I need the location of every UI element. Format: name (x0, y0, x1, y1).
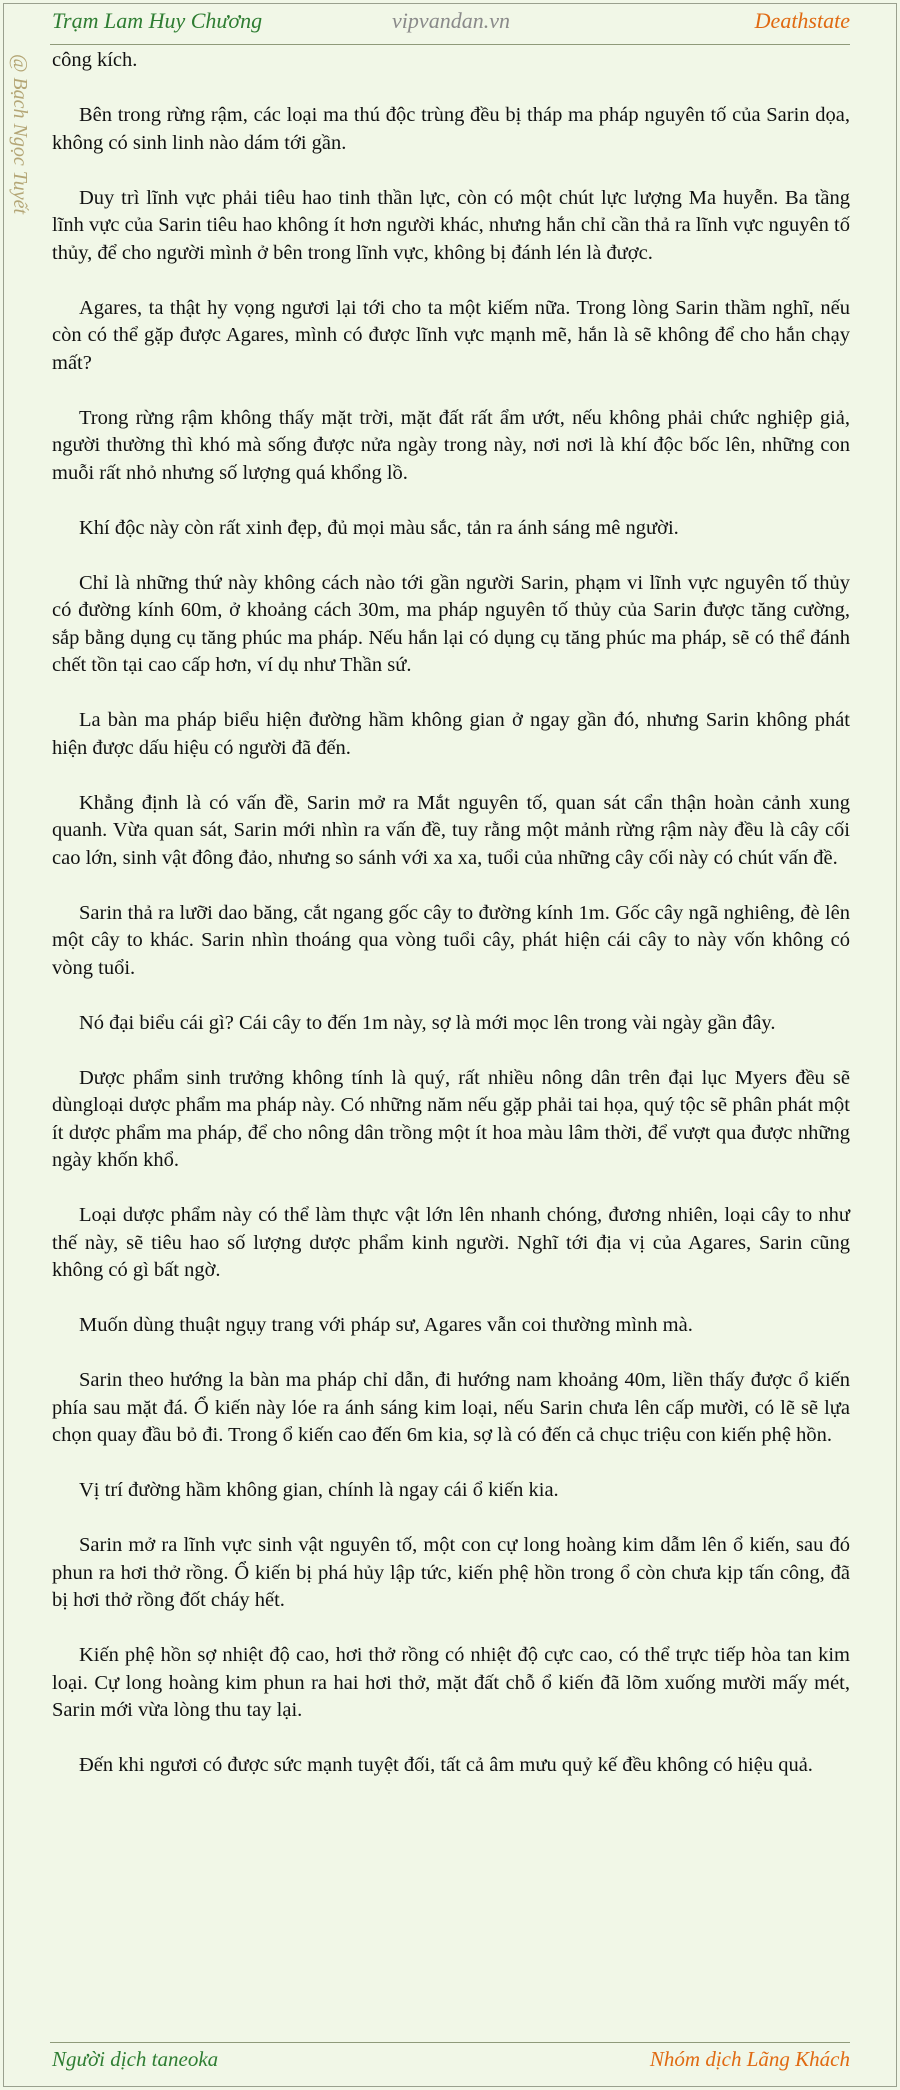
paragraph: Dược phẩm sinh trưởng không tính là quý, rất nhiều nông dân trên đại lục Myers đều sẽ dùngloại dược phẩm ma pháp này. Có những năm nếu gặp phải tai họa, quý tộc sẽ phân phát một ít dược phẩm ma pháp, để cho nông dân trồng một ít hoa màu lâm thời, để vượt qua được những ngày khốn khổ. (52, 1066, 850, 1171)
paragraph: Sarin thả ra lưỡi dao băng, cắt ngang gốc cây to đường kính 1m. Gốc cây ngã nghiêng, đè lên một cây to khác. Sarin nhìn thoáng qua vòng tuổi cây, phát hiện cái cây to này vốn không có vòng tuổi. (52, 901, 850, 979)
paragraph: Bên trong rừng rậm, các loại ma thú độc trùng đều bị tháp ma pháp nguyên tố của Sarin dọa, không có sinh linh nào dám tới gần. (52, 104, 850, 154)
paragraph: Trong rừng rậm không thấy mặt trời, mặt đất rất ẩm ướt, nếu không phải chức nghiệp giả, người thường thì khó mà sống được nửa ngày trong này, nơi nơi là khí độc bốc lên, những con muỗi rất nhỏ nhưng số lượng quá khổng lồ. (52, 406, 850, 484)
side-credit: @ Bạch Ngọc Tuyết (9, 54, 31, 215)
chapter-text (52, 47, 850, 1807)
paragraph: công kích. (52, 49, 138, 71)
paragraph: Đến khi ngươi có được sức mạnh tuyệt đối, tất cả âm mưu quỷ kế đều không có hiệu quả. (79, 1754, 813, 1776)
paragraph: Duy trì lĩnh vực phải tiêu hao tinh thần lực, còn có một chút lực lượng Ma huyễn. Ba tầng lĩnh vực của Sarin tiêu hao không ít hơn người khác, nhưng hắn chỉ cần thả ra lĩnh vực nguyên tố thủy, để cho người mình ở bên trong lĩnh vực, không bị đánh lén là được. (52, 186, 850, 264)
paragraph: Khẳng định là có vấn đề, Sarin mở ra Mắt nguyên tố, quan sát cẩn thận hoàn cảnh xung quanh. Vừa quan sát, Sarin mới nhìn ra vấn đề, tuy rằng một mảnh rừng rậm này đều là cây cối cao lớn, sinh vật đông đảo, nhưng so sánh với xa xa, tuổi của những cây cối này có chút vấn đề. (52, 791, 850, 869)
paragraph: Vị trí đường hầm không gian, chính là ngay cái ổ kiến kia. (79, 1479, 559, 1501)
paragraph: Nó đại biểu cái gì? Cái cây to đến 1m này, sợ là mới mọc lên trong vài ngày gần đây. (79, 1011, 776, 1034)
header-forum-name: Trạm Lam Huy Chương (52, 8, 263, 33)
header-book-title: Deathstate (754, 8, 850, 33)
paragraph: Kiến phệ hồn sợ nhiệt độ cao, hơi thở rồng có nhiệt độ cực cao, có thể trực tiếp hòa tan kim loại. Cự long hoàng kim phun ra hai hơi thở, mặt đất chỗ ổ kiến đã lõm xuống mười mấy mét, Sarin mới vừa lòng thu tay lại. (52, 1644, 850, 1721)
footer-team: Nhóm dịch Lãng Khách (649, 2047, 850, 2071)
paragraph: Chỉ là những thứ này không cách nào tới gần người Sarin, phạm vi lĩnh vực nguyên tố thủy có đường kính 60m, ở khoảng cách 30m, ma pháp nguyên tố thủy của Sarin được tăng cường, sắp bằng dụng cụ tăng phúc ma pháp. Nếu hắn lại có dụng cụ tăng phúc ma pháp, sẽ có thể đánh chết tồn tại cao cấp hơn, ví dụ như Thần sứ. (52, 571, 850, 676)
paragraph: Sarin mở ra lĩnh vực sinh vật nguyên tố, một con cự long hoàng kim dẫm lên ổ kiến, sau đó phun ra hơi thở rồng. Ổ kiến bị phá hủy lập tức, kiến phệ hồn trong ổ còn chưa kịp tấn công, đã bị hơi thở rồng đốt cháy hết. (52, 1534, 850, 1611)
paragraph: Khí độc này còn rất xinh đẹp, đủ mọi màu sắc, tản ra ánh sáng mê người. (79, 516, 679, 539)
paragraph: La bàn ma pháp biểu hiện đường hầm không gian ở ngay gần đó, nhưng Sarin không phát hiện được dấu hiệu có người đã đến. (52, 709, 850, 759)
page-header (52, 8, 850, 40)
footer-divider (50, 2042, 850, 2043)
header-divider (50, 44, 850, 45)
paragraph: Loại dược phẩm này có thể làm thực vật lớn lên nhanh chóng, đương nhiên, loại cây to như thế này, sẽ tiêu hao số lượng dược phẩm kinh người. Nghĩ tới địa vị của Agares, Sarin cũng không có gì bất ngờ. (52, 1204, 850, 1281)
page-footer (52, 2047, 850, 2079)
footer-translator: Người dịch taneoka (52, 2047, 219, 2071)
paragraph: Agares, ta thật hy vọng ngươi lại tới cho ta một kiếm nữa. Trong lòng Sarin thầm nghĩ, nếu còn có thể gặp được Agares, mình có được lĩnh vực mạnh mẽ, hắn là sẽ không để cho hắn chạy mất? (52, 296, 850, 374)
header-site-url: vipvandan.vn (392, 8, 510, 33)
paragraph: Muốn dùng thuật ngụy trang với pháp sư, Agares vẫn coi thường mình mà. (79, 1314, 693, 1336)
paragraph: Sarin theo hướng la bàn ma pháp chỉ dẫn, đi hướng nam khoảng 40m, liền thấy được ổ kiến phía sau mặt đá. Ổ kiến này lóe ra ánh sáng kim loại, nếu Sarin chưa lên cấp mười, có lẽ sẽ lựa chọn quay đầu bỏ đi. Trong ổ kiến cao đến 6m kia, sợ là có đến cả chục triệu con kiến phệ hồn. (52, 1369, 850, 1446)
